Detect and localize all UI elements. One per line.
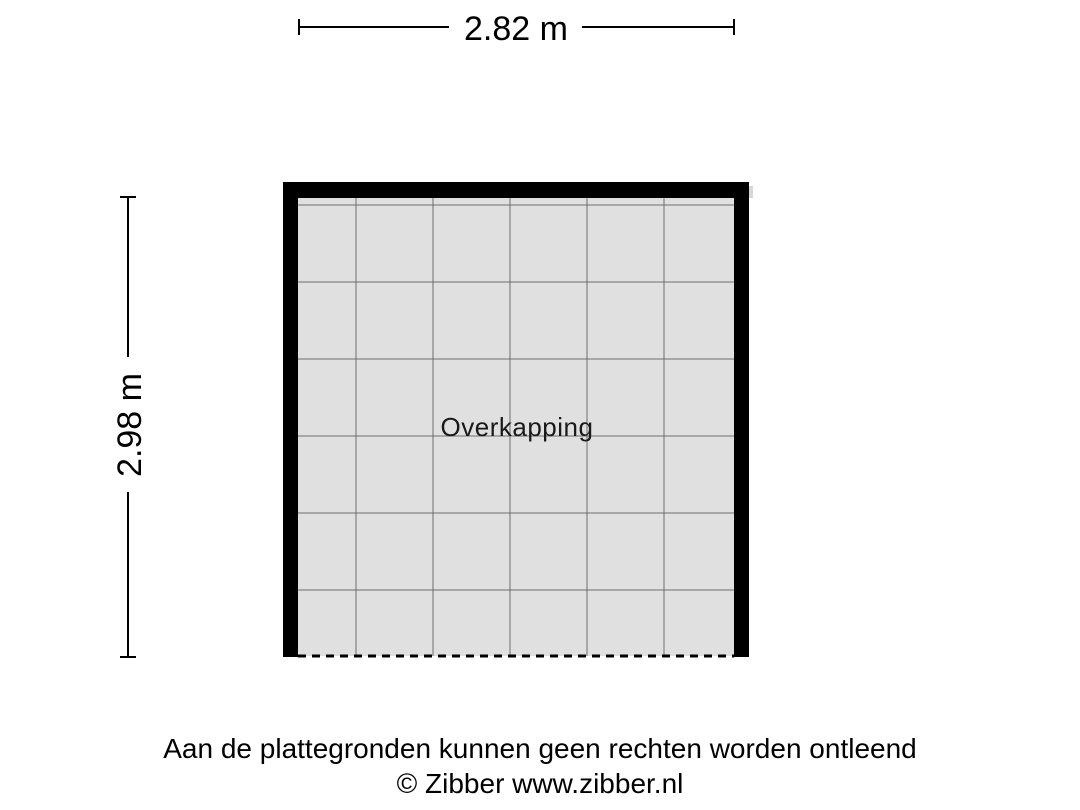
wall-left xyxy=(283,182,298,657)
wall-top xyxy=(283,182,749,198)
height-dimension-label: 2.98 m xyxy=(111,373,149,477)
wall-right xyxy=(734,182,749,657)
copyright-text: © Zibber www.zibber.nl xyxy=(396,768,684,799)
disclaimer-text: Aan de plattegronden kunnen geen rechten worden ontleend xyxy=(163,733,917,764)
height-dimension xyxy=(111,197,149,657)
room-label: Overkapping xyxy=(440,412,594,442)
width-dimension-label: 2.82 m xyxy=(464,10,568,48)
width-dimension xyxy=(299,10,734,48)
room-overkapping xyxy=(283,182,753,657)
